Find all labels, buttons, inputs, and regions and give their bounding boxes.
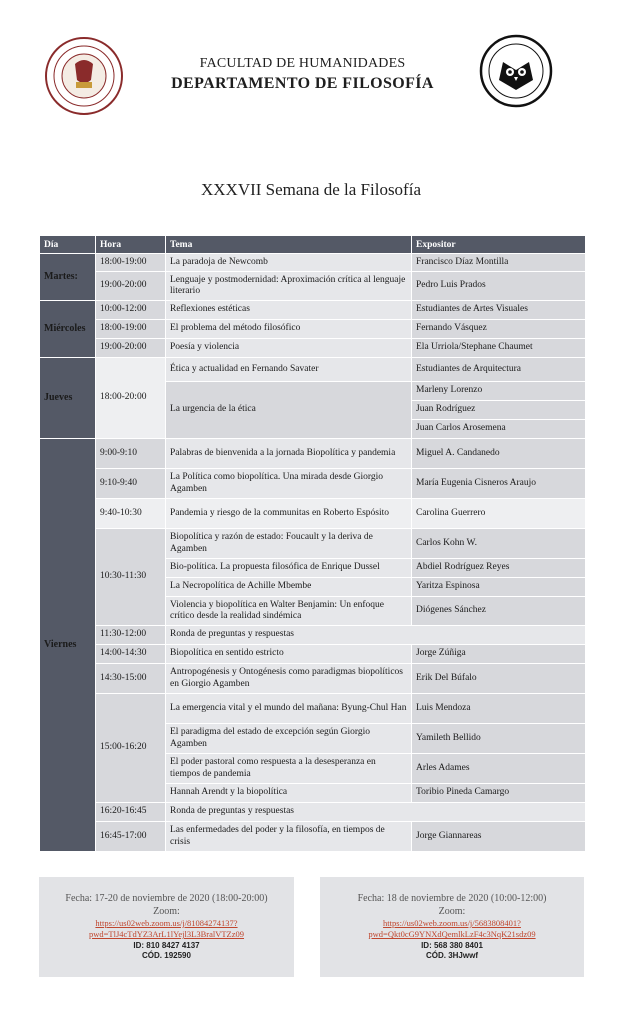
topic-cell: La urgencia de la ética bbox=[166, 382, 412, 439]
speaker-cell: Yaritza Espinosa bbox=[412, 578, 586, 597]
speaker-cell: Miguel A. Candanedo bbox=[412, 439, 586, 469]
time-cell: 9:00-9:10 bbox=[96, 439, 166, 469]
time-cell: 9:10-9:40 bbox=[96, 469, 166, 499]
speaker-cell: Juan Rodríguez bbox=[412, 401, 586, 420]
speaker-cell: Carlos Kohn W. bbox=[412, 529, 586, 559]
topic-cell: Ética y actualidad en Fernando Savater bbox=[166, 358, 412, 382]
time-cell: 19:00-20:00 bbox=[96, 339, 166, 358]
table-row bbox=[40, 358, 586, 382]
speaker-cell: Erik Del Búfalo bbox=[412, 664, 586, 694]
time-cell: 15:00-16:20 bbox=[96, 694, 166, 803]
event-date: Fecha: 18 de noviembre de 2020 (10:00-12:00) bbox=[357, 893, 547, 904]
topic-cell: La Necropolítica de Achille Mbembe bbox=[166, 578, 412, 597]
topic-cell: Pandemia y riesgo de la communitas en Roberto Espósito bbox=[166, 499, 412, 529]
topic-cell: Bio-política. La propuesta filosófica de Enrique Dussel bbox=[166, 559, 412, 578]
time-cell: 18:00-19:00 bbox=[96, 254, 166, 272]
time-cell: 18:00-20:00 bbox=[96, 358, 166, 439]
header-text-block bbox=[140, 56, 465, 93]
zoom-link[interactable]: https://us02web.zoom.us/j/5683808401? bbox=[383, 918, 521, 928]
topic-cell: Ronda de preguntas y respuestas bbox=[166, 626, 586, 645]
speaker-cell: Abdiel Rodríguez Reyes bbox=[412, 559, 586, 578]
column-header-dia: Día bbox=[40, 236, 96, 254]
zoom-label: Zoom: bbox=[153, 905, 180, 917]
table-row bbox=[40, 694, 586, 724]
table-row bbox=[40, 645, 586, 664]
time-cell: 16:20-16:45 bbox=[96, 803, 166, 822]
schedule-table bbox=[39, 235, 586, 852]
speaker-cell: Arles Adames bbox=[412, 754, 586, 784]
time-cell: 14:30-15:00 bbox=[96, 664, 166, 694]
zoom-label: Zoom: bbox=[438, 905, 466, 917]
topic-cell: La paradoja de Newcomb bbox=[166, 254, 412, 272]
day-jueves: Jueves bbox=[40, 358, 96, 439]
zoom-link-password[interactable]: pwd=TlJ4cTdYZ3ArL1lYejl3L3BralVTZz09 bbox=[88, 929, 245, 940]
topic-cell: Antropogénesis y Ontogénesis como paradigmas biopolíticos en Giorgio Agamben bbox=[166, 664, 412, 694]
time-cell: 9:40-10:30 bbox=[96, 499, 166, 529]
speaker-cell: Pedro Luis Prados bbox=[412, 272, 586, 301]
table-row bbox=[40, 469, 586, 499]
day-martes: Martes: bbox=[40, 254, 96, 301]
speaker-cell: Fernando Vásquez bbox=[412, 320, 586, 339]
topic-cell: Ronda de preguntas y respuestas bbox=[166, 803, 586, 822]
topic-cell: La Política como biopolítica. Una mirada desde Giorgio Agamben bbox=[166, 469, 412, 499]
speaker-cell: Estudiantes de Arquitectura bbox=[412, 358, 586, 382]
topic-cell: Lenguaje y postmodernidad: Aproximación crítica al lenguaje literario bbox=[166, 272, 412, 301]
table-row bbox=[40, 254, 586, 272]
table-header-row bbox=[40, 236, 586, 254]
topic-cell: Palabras de bienvenida a la jornada Biopolítica y pandemia bbox=[166, 439, 412, 469]
speaker-cell: Marleny Lorenzo bbox=[412, 382, 586, 401]
topic-cell: El poder pastoral como respuesta a la desesperanza en tiempos de pandemia bbox=[166, 754, 412, 784]
topic-cell: La emergencia vital y el mundo del mañana: Byung-Chul Han bbox=[166, 694, 412, 724]
speaker-cell: Diógenes Sánchez bbox=[412, 597, 586, 626]
zoom-info-box-right bbox=[320, 877, 584, 977]
owl-emblem-logo bbox=[479, 34, 553, 108]
table-row bbox=[40, 499, 586, 529]
zoom-link[interactable]: https://us02web.zoom.us/j/81084274137? bbox=[95, 918, 238, 928]
speaker-cell: Estudiantes de Artes Visuales bbox=[412, 301, 586, 320]
speaker-cell: Juan Carlos Arosemena bbox=[412, 420, 586, 439]
column-header-hora: Hora bbox=[96, 236, 166, 254]
time-cell: 19:00-20:00 bbox=[96, 272, 166, 301]
speaker-cell: Ela Urriola/Stephane Chaumet bbox=[412, 339, 586, 358]
meeting-code: CÓD. 3HJwwf bbox=[425, 950, 478, 960]
topic-cell: Biopolítica y razón de estado: Foucault y la deriva de Agamben bbox=[166, 529, 412, 559]
meeting-id: ID: 568 380 8401 bbox=[421, 940, 483, 950]
zoom-info-box-left bbox=[39, 877, 294, 977]
topic-cell: Violencia y biopolítica en Walter Benjamin: Un enfoque crítico desde la realidad sindémica bbox=[166, 597, 412, 626]
topic-cell: El paradigma del estado de excepción según Giorgio Agamben bbox=[166, 724, 412, 754]
document-title: XXXVII Semana de la Filosofía bbox=[200, 180, 421, 199]
topic-cell: Biopolítica en sentido estricto bbox=[166, 645, 412, 664]
table-row bbox=[40, 822, 586, 852]
topic-cell: Poesía y violencia bbox=[166, 339, 412, 358]
table-row bbox=[40, 529, 586, 559]
table-row bbox=[40, 626, 586, 645]
table-row bbox=[40, 272, 586, 301]
meeting-id: ID: 810 8427 4137 bbox=[133, 940, 200, 950]
speaker-cell: Carolina Guerrero bbox=[412, 499, 586, 529]
speaker-cell: Toribio Pineda Camargo bbox=[412, 784, 586, 803]
time-cell: 10:00-12:00 bbox=[96, 301, 166, 320]
time-cell: 16:45-17:00 bbox=[96, 822, 166, 852]
table-row bbox=[40, 664, 586, 694]
speaker-cell: Francisco Díaz Montilla bbox=[412, 254, 586, 272]
topic-cell: Reflexiones estéticas bbox=[166, 301, 412, 320]
day-miercoles: Miércoles bbox=[40, 301, 96, 358]
speaker-cell: María Eugenia Cisneros Araujo bbox=[412, 469, 586, 499]
table-row bbox=[40, 320, 586, 339]
time-cell: 14:00-14:30 bbox=[96, 645, 166, 664]
time-cell: 18:00-19:00 bbox=[96, 320, 166, 339]
day-viernes: Viernes bbox=[40, 439, 96, 852]
time-cell: 11:30-12:00 bbox=[96, 626, 166, 645]
speaker-cell: Jorge Giannareas bbox=[412, 822, 586, 852]
table-row bbox=[40, 301, 586, 320]
table-row bbox=[40, 439, 586, 469]
topic-cell: Las enfermedades del poder y la filosofía, en tiempos de crisis bbox=[166, 822, 412, 852]
column-header-expositor: Expositor bbox=[412, 236, 586, 254]
table-row bbox=[40, 339, 586, 358]
meeting-code: CÓD. 192590 bbox=[142, 950, 191, 960]
page-header bbox=[0, 0, 622, 130]
speaker-cell: Jorge Zúñiga bbox=[412, 645, 586, 664]
table-row bbox=[40, 803, 586, 822]
topic-cell: Hannah Arendt y la biopolítica bbox=[166, 784, 412, 803]
department-name: DEPARTAMENTO DE FILOSOFÍA bbox=[171, 75, 434, 92]
column-header-tema: Tema bbox=[166, 236, 412, 254]
topic-cell: El problema del método filosófico bbox=[166, 320, 412, 339]
time-cell: 10:30-11:30 bbox=[96, 529, 166, 626]
speaker-cell: Yamileth Bellido bbox=[412, 724, 586, 754]
event-date: Fecha: 17-20 de noviembre de 2020 (18:00-20:00) bbox=[65, 893, 268, 904]
speaker-cell: Luis Mendoza bbox=[412, 694, 586, 724]
faculty-name: FACULTAD DE HUMANIDADES bbox=[199, 56, 406, 71]
university-seal-logo bbox=[44, 36, 124, 116]
zoom-link-password[interactable]: pwd=Qkt0cG9YNXdQemlkLzF4c3NqK21sdz09 bbox=[368, 929, 536, 940]
